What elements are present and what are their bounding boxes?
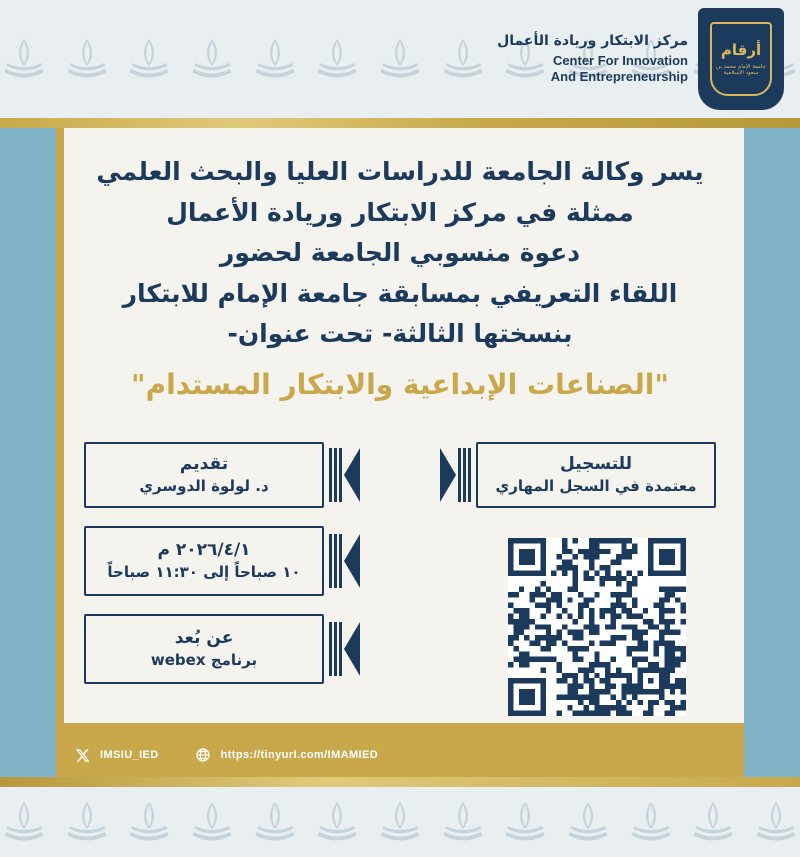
emblem-word: أرقام — [720, 41, 762, 60]
headline-line-2: ممثلة في مركز الابتكار وريادة الأعمال — [166, 197, 634, 227]
palm-swords-motif-icon — [63, 796, 111, 848]
logo-english-line2: And Entrepreneurship — [550, 69, 688, 85]
palm-swords-motif-icon — [251, 33, 299, 85]
palm-swords-motif-icon — [0, 796, 48, 848]
delivery-mode-box — [84, 614, 324, 684]
palm-swords-motif-icon — [125, 796, 173, 848]
headline-line-5: بنسختها الثالثة- تحت عنوان- — [227, 319, 573, 348]
headline-block — [80, 152, 720, 355]
social-handle-text: IMSIU_IED — [100, 749, 159, 761]
registration-label: للتسجيل — [560, 454, 632, 475]
x-twitter-icon — [74, 747, 91, 764]
gold-strip-top — [0, 118, 800, 128]
logo-arabic-name: مركز الابتكار وريادة الأعمال — [497, 32, 688, 49]
palm-swords-motif-icon — [313, 33, 361, 85]
palm-swords-motif-icon — [63, 33, 111, 85]
info-boxes — [84, 442, 716, 702]
chevron-decoration-mode — [326, 622, 360, 676]
palm-swords-motif-icon — [188, 33, 236, 85]
logo-english-line1: Center For Innovation — [552, 52, 688, 68]
gold-accent-bar — [56, 128, 64, 723]
palm-swords-motif-icon — [313, 796, 361, 848]
palm-swords-motif-icon — [0, 33, 48, 85]
mode-label: عن بُعد — [174, 628, 234, 649]
speaker-name: د. لولوة الدوسري — [139, 476, 269, 495]
palm-swords-motif-icon — [376, 33, 424, 85]
date-value: ٢٠٢٦/٤/١ م — [157, 540, 251, 561]
headline-line-1: يسر وكالة الجامعة للدراسات العليا والبحث العلمي — [96, 157, 704, 186]
website-item[interactable] — [195, 747, 378, 764]
globe-icon — [195, 747, 212, 764]
gold-strip-bottom — [0, 777, 800, 787]
chevron-decoration-speaker — [326, 448, 360, 502]
registration-note: معتمدة في السجل المهاري — [495, 476, 697, 495]
qr-code[interactable] — [508, 538, 686, 716]
event-title: "الصناعات الإبداعية والابتكار المستدام" — [131, 368, 669, 401]
website-url-text: https://tinyurl.com/IMAMIED — [220, 749, 379, 761]
palm-swords-motif-icon — [188, 796, 236, 848]
platform-name: برنامج webex — [150, 650, 258, 669]
emblem-subtext: جامعة الإمام محمد بن سعود الإسلامية — [716, 63, 766, 77]
palm-swords-motif-icon — [251, 796, 299, 848]
time-value: ١٠ صباحاً إلى ١١:٣٠ صباحاً — [107, 562, 301, 581]
brand-logo — [497, 8, 784, 110]
date-box — [84, 526, 324, 596]
bottom-motif-row — [0, 787, 800, 857]
bottom-ornament-band — [0, 787, 800, 857]
headline-line-3: دعوة منسوبي الجامعة لحضور — [219, 238, 581, 267]
headline-line-4: اللقاء التعريفي بمسابقة جامعة الإمام للابتكار — [122, 278, 678, 308]
speaker-label: تقديم — [179, 454, 229, 475]
palm-swords-motif-icon — [627, 796, 675, 848]
university-emblem-icon — [698, 8, 784, 110]
palm-swords-motif-icon — [439, 33, 487, 85]
chevron-decoration-date — [326, 534, 360, 588]
palm-swords-motif-icon — [752, 796, 800, 848]
speaker-box — [84, 442, 324, 508]
palm-swords-motif-icon — [689, 796, 737, 848]
chevron-decoration-register — [440, 448, 474, 502]
palm-swords-motif-icon — [125, 33, 173, 85]
registration-box[interactable] — [476, 442, 716, 508]
palm-swords-motif-icon — [501, 796, 549, 848]
palm-swords-motif-icon — [564, 796, 612, 848]
palm-swords-motif-icon — [439, 796, 487, 848]
palm-swords-motif-icon — [376, 796, 424, 848]
social-handle-item[interactable] — [74, 747, 159, 764]
